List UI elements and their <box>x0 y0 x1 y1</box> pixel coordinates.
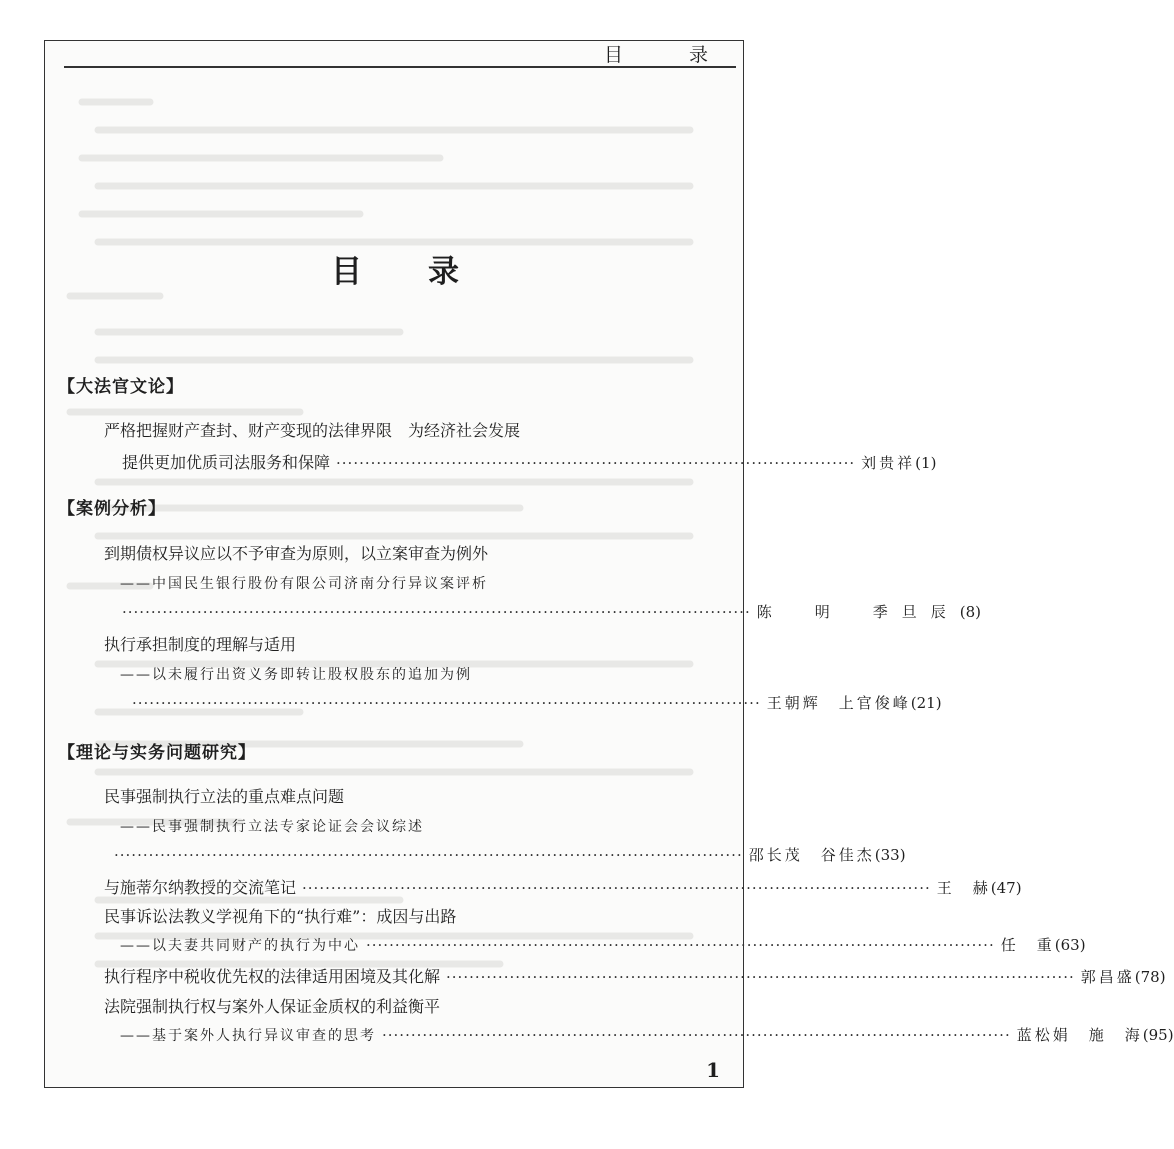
toc-entry-title[interactable]: 法院强制执行权与案外人保证金质权的利益衡平 <box>104 997 441 1016</box>
toc-entry-leader-row[interactable] <box>104 964 1166 987</box>
toc-entry-author: 刘贵祥 <box>861 454 916 472</box>
toc-entry-title[interactable]: 民事诉讼法教义学视角下的“执行难”：成因与出路 <box>104 907 457 926</box>
toc-entry-leader-row[interactable] <box>104 875 1022 898</box>
page-number: 1 <box>706 1058 720 1082</box>
toc-entry-title[interactable]: 民事强制执行立法的重点难点问题 <box>104 787 345 806</box>
toc-entry-leader-row[interactable] <box>120 934 1086 955</box>
leader-dots: ············································································································· <box>446 968 1075 986</box>
section-heading-case-analysis: 【案例分析】 <box>58 499 166 519</box>
leader-dots: ············································································································· <box>122 603 751 621</box>
toc-entry-page: (33) <box>874 846 906 864</box>
header-rule <box>64 66 736 68</box>
toc-entry-author: 邵长茂 谷佳杰 <box>748 846 875 864</box>
toc-entry-subtitle: ——民事强制执行立法专家论证会会议综述 <box>120 819 424 835</box>
toc-entry-author: 王 赫 <box>936 879 991 897</box>
toc-entry-leader-row[interactable] <box>122 601 981 622</box>
toc-entry-subtitle: ——以未履行出资义务即转让股权股东的追加为例 <box>120 667 472 683</box>
toc-entry-author: 王朝辉 上官俊峰 <box>766 694 911 712</box>
leader-dots: ············································································································· <box>302 879 931 897</box>
toc-entry-page: (21) <box>910 694 942 712</box>
toc-entry-title[interactable]: 到期债权异议应以不予审查为原则，以立案审查为例外 <box>104 544 489 563</box>
toc-entry-leader-row[interactable] <box>120 1024 1174 1045</box>
page-title-char-2: 录 <box>428 254 459 290</box>
leader-dots: ············································································································· <box>132 694 761 712</box>
toc-entry-leader-row[interactable] <box>132 692 942 713</box>
section-heading-theory-practice: 【理论与实务问题研究】 <box>58 743 256 763</box>
leader-dots: ············································································································· <box>382 1026 1011 1044</box>
toc-entry-page: (8) <box>959 603 981 621</box>
page-frame <box>44 40 744 1088</box>
page-title <box>0 246 790 291</box>
toc-entry-title[interactable]: 执行承担制度的理解与适用 <box>104 635 297 654</box>
toc-entry-page: (78) <box>1134 968 1166 986</box>
leader-dots: ············································································································· <box>114 846 743 864</box>
toc-entry-title: 执行程序中税收优先权的法律适用困境及其化解 <box>104 967 441 986</box>
page-title-char-1: 目 <box>331 254 362 290</box>
toc-entry-subtitle: ——以夫妻共同财产的执行为中心 <box>120 938 360 954</box>
toc-entry-author: 陈 明 季旦辰 <box>756 603 960 621</box>
toc-entry-page: (1) <box>915 454 937 472</box>
toc-entry-title[interactable]: 严格把握财产查封、财产变现的法律界限 为经济社会发展 <box>104 421 521 440</box>
leader-dots: ············································································································· <box>366 936 995 954</box>
toc-entry-page: (63) <box>1054 936 1086 954</box>
section-heading-justice-essays: 【大法官文论】 <box>58 377 184 397</box>
toc-entry-subtitle: ——中国民生银行股份有限公司济南分行异议案评析 <box>120 576 488 592</box>
toc-entry-leader-row[interactable] <box>114 844 906 865</box>
leader-dots: ·························································································· <box>336 454 856 472</box>
toc-entry-page: (95) <box>1142 1026 1174 1044</box>
running-head: 目 录 <box>603 44 738 66</box>
toc-entry-subtitle: ——基于案外人执行异议审查的思考 <box>120 1028 376 1044</box>
toc-entry-title-continued: 提供更加优质司法服务和保障 <box>122 453 331 472</box>
toc-entry-author: 任 重 <box>1000 936 1055 954</box>
toc-entry-title: 与施蒂尔纳教授的交流笔记 <box>104 878 297 897</box>
toc-entry-author: 郭昌盛 <box>1080 968 1135 986</box>
toc-entry-page: (47) <box>990 879 1022 897</box>
toc-entry-author: 蓝松娟 施 海 <box>1016 1026 1143 1044</box>
toc-entry-leader-row[interactable] <box>122 450 937 473</box>
